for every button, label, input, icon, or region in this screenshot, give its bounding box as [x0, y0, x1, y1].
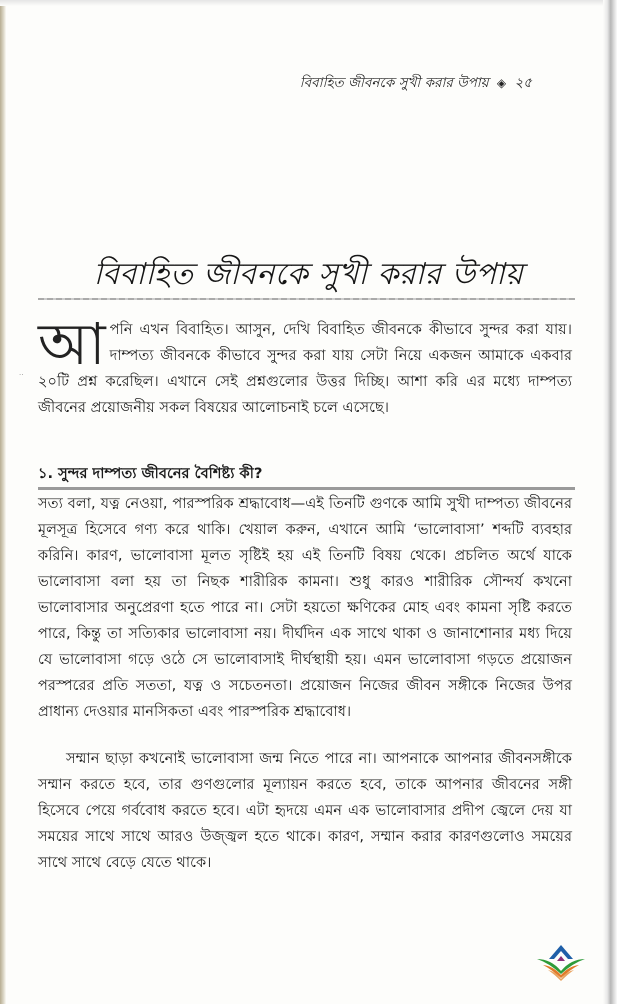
publisher-logo-icon — [533, 943, 589, 983]
logo-book-green — [537, 959, 585, 974]
section-heading: ১. সুন্দর দাম্পত্য জীবনের বৈশিষ্ট্য কী? — [38, 462, 575, 490]
drop-cap: আ — [38, 310, 106, 378]
intro-text: পনি এখন বিবাহিত। আসুন, দেখি বিবাহিত জীবনকে কীভাবে সুন্দর করা যায়। দাম্পত্য জীবনকে কীভাবে সুন্দর করা যায় সেটা নিয়ে একজন আমাকে একবার ২০টি প্রশ্ন করেছিল। এখানে সেই প্রশ্নগুলোর উত্তর দিচ্ছি। আশা করি এর মধ্যে দাম্পত্য জীবনের প্রয়োজনীয় সকল বিষয়ের আলোচনাই চলে এসেছে। — [38, 321, 572, 416]
page-right-edge — [603, 0, 617, 1004]
page-gutter-shadow — [0, 0, 6, 1004]
diamond-ornament-icon: ◈ — [496, 76, 507, 90]
page-number: ২৫ — [514, 75, 532, 91]
running-header-title: বিবাহিত জীবনকে সুখী করার উপায় — [299, 75, 489, 91]
chapter-title: বিবাহিত জীবনকে সুখী করার উপায় — [93, 257, 524, 292]
body-paragraph-2: সম্মান ছাড়া কখনোই ভালোবাসা জন্ম নিতে পারে না। আপনাকে আপনার জীবনসঙ্গীকে সম্মান করতে হবে, তার গুণগুলোর মূল্যায়ন করতে হবে, তাকে আপনার জীবনের সঙ্গী হিসেবে পেয়ে গর্ববোধ করতে হবে। এটা হৃদয়ে এমন এক ভালোবাসার প্রদীপ জ্বেলে দেয় যা সময়ের সাথে সাথে আরও উজ্জ্বল হতে থাকে। কারণ, সম্মান করার কারণগুলোও সময়ের সাথে সাথে বেড়ে যেতে থাকে। — [38, 750, 572, 871]
running-header — [300, 72, 532, 95]
body-paragraph-1: সত্য বলা, যত্ন নেওয়া, পারস্পরিক শ্রদ্ধাবোধ—এই তিনটি গুণকে আমি সুখী দাম্পত্য জীবনের মূলসূত্র হিসেবে গণ্য করে থাকি। খেয়াল করুন, এখানে আমি ‘ভালোবাসা’ শব্দটি ব্যবহার করিনি। কারণ, ভালোবাসা মূলত সৃষ্টিই হয় এই তিনটি বিষয় থেকে। প্রচলিত অর্থে যাকে ভালোবাসা বলা হয় তা নিছক শারীরিক কামনা। শুধু কারও শারীরিক সৌন্দর্য কখনো ভালোবাসার অনুপ্রেরণা হতে পারে না। সেটা হয়তো ক্ষণিকের মোহ এবং কামনা সৃষ্টি করতে পারে, কিন্তু তা সত্যিকার ভালোবাসা নয়। দীর্ঘদিন এক সাথে থাকা ও জানাশোনার মধ্য দিয়ে যে ভালোবাসা গড়ে ওঠে সে ভালোবাসাই দীর্ঘস্থায়ী হয়। এমন ভালোবাসা গড়তে প্রয়োজন পরস্পরের প্রতি সততা, যত্ন ও সচেতনতা। প্রয়োজন নিজের জীবন সঙ্গীকে নিজের উপর প্রাধান্য দেওয়ার মানসিকতা এবং পারস্পরিক শ্রদ্ধাবোধ। — [38, 495, 572, 720]
intro-paragraph — [38, 310, 572, 421]
title-divider — [38, 298, 575, 300]
page-top-edge — [0, 0, 617, 6]
margin-mark: ·· — [19, 371, 24, 379]
logo-roof-purple — [557, 956, 565, 961]
